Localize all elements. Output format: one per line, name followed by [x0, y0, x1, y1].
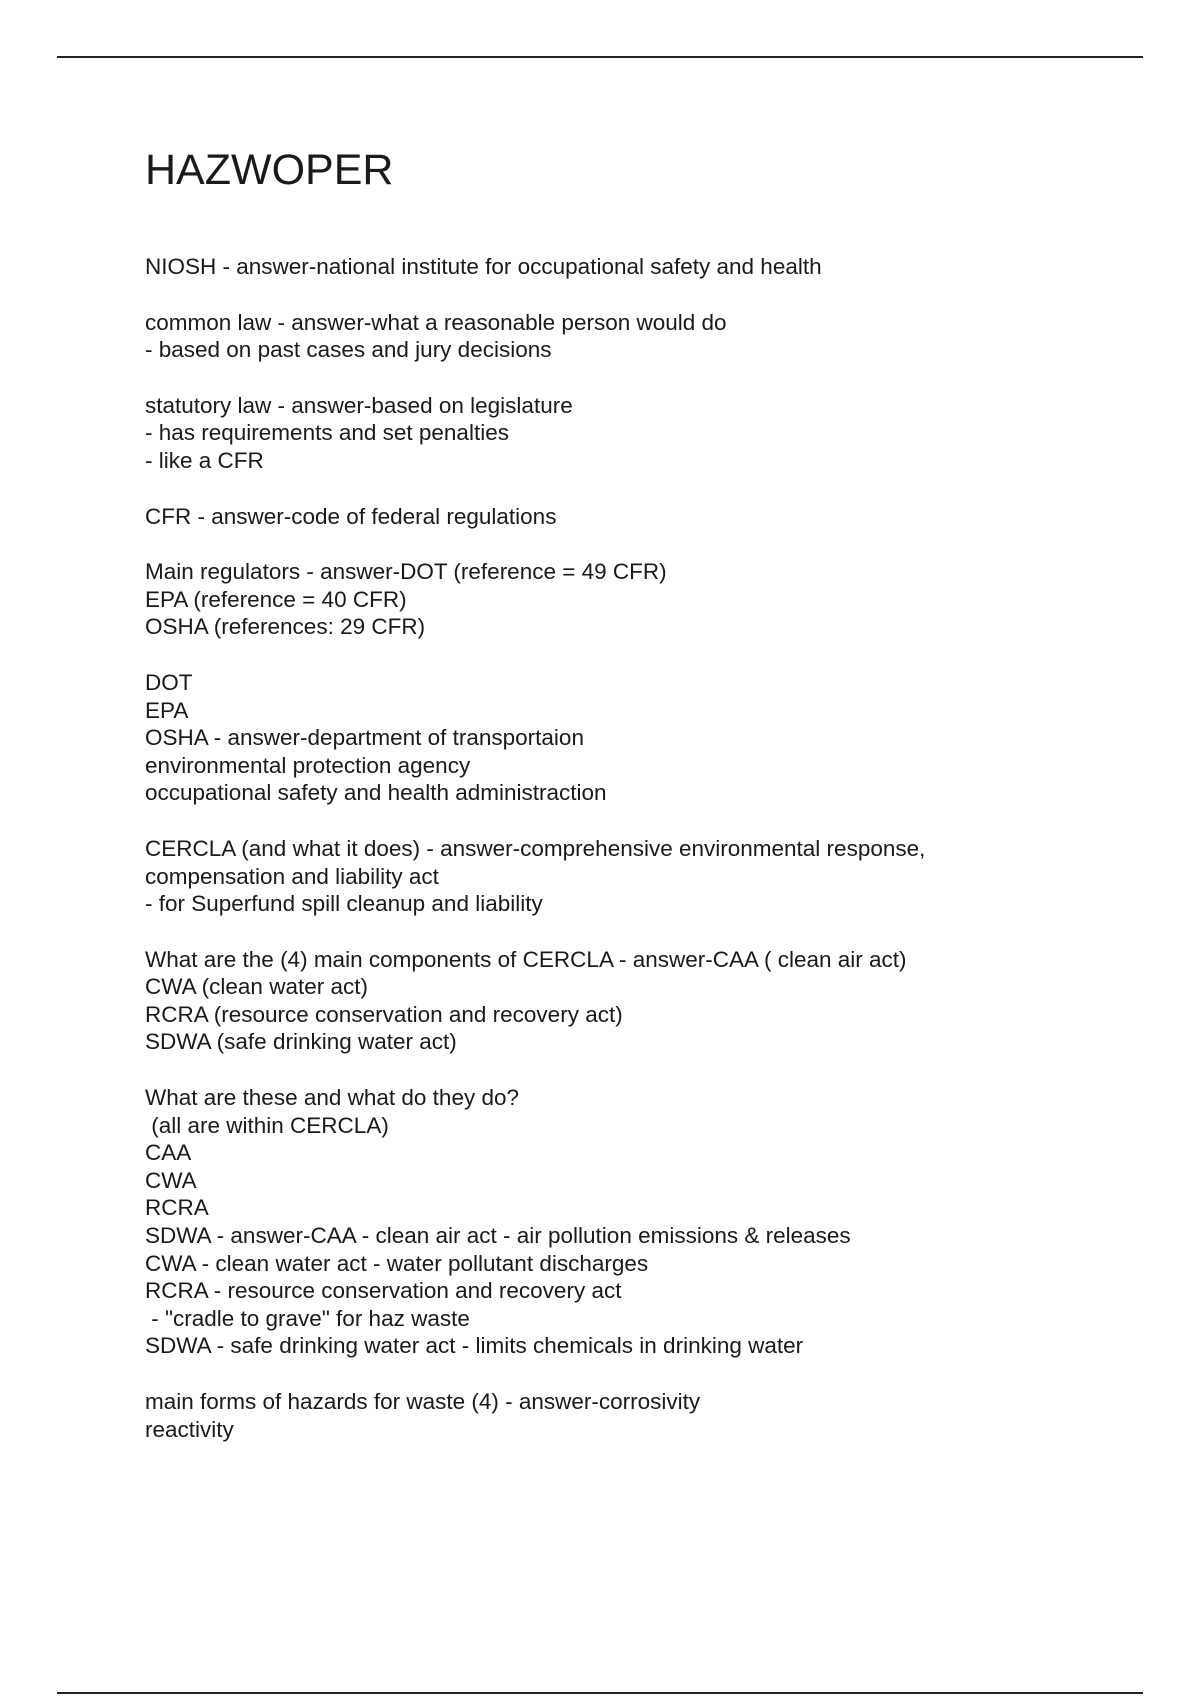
- entry-line: - "cradle to grave" for haz waste: [145, 1305, 470, 1331]
- entry-line: CAA: [145, 1140, 192, 1166]
- entry-line: SDWA (safe drinking water act): [145, 1029, 457, 1055]
- top-rule: [57, 56, 1143, 58]
- entry-agencies: [145, 669, 1145, 807]
- entry-main-regulators: [145, 558, 1145, 641]
- entry-common-law: [145, 309, 1145, 364]
- entry-line: CWA - clean water act - water pollutant discharges: [145, 1250, 649, 1276]
- entry-line: main forms of hazards for waste (4) - answer-corrosivity: [145, 1389, 701, 1414]
- entry-line: RCRA (resource conservation and recovery act): [145, 1001, 623, 1027]
- entry-line: statutory law - answer-based on legislature: [145, 392, 573, 418]
- entry-line: SDWA - answer-CAA - clean air act - air pollution emissions & releases: [145, 1223, 851, 1249]
- page-title: HAZWOPER: [145, 146, 394, 194]
- entry-line: OSHA (references: 29 CFR): [145, 614, 426, 640]
- entry-line: RCRA: [145, 1195, 209, 1221]
- entry-line: environmental protection agency: [145, 752, 471, 778]
- entry-niosh: [145, 253, 1145, 281]
- entry-line: CFR - answer-code of federal regulations: [145, 503, 557, 529]
- entry-line: Main regulators - answer-DOT (reference = 49 CFR): [145, 559, 667, 585]
- entry-line: - for Superfund spill cleanup and liability: [145, 891, 543, 917]
- entry-cercla-components: [145, 946, 1145, 1056]
- entry-line: - has requirements and set penalties: [145, 420, 509, 446]
- entry-line: What are these and what do they do?: [145, 1085, 519, 1111]
- entry-line: DOT: [145, 669, 193, 695]
- entry-line: What are the (4) main components of CERCLA - answer-CAA ( clean air act): [145, 946, 907, 972]
- entry-line: CWA: [145, 1167, 197, 1193]
- entry-line: CWA (clean water act): [145, 974, 368, 1000]
- entry-statutory-law: [145, 392, 1145, 475]
- entry-hazard-forms: [145, 1388, 1145, 1443]
- entry-line: common law - answer-what a reasonable person would do: [145, 309, 727, 335]
- entry-line: EPA (reference = 40 CFR): [145, 586, 407, 612]
- entry-line: RCRA - resource conservation and recovery act: [145, 1278, 622, 1304]
- entry-line: compensation and liability act: [145, 863, 439, 889]
- entry-what-are-these: [145, 1084, 1145, 1360]
- entry-line: EPA: [145, 697, 189, 723]
- entry-line: occupational safety and health administraction: [145, 780, 607, 806]
- entry-line: CERCLA (and what it does) - answer-comprehensive environmental response,: [145, 835, 926, 861]
- entry-line: SDWA - safe drinking water act - limits chemicals in drinking water: [145, 1333, 804, 1359]
- bottom-rule: [57, 1692, 1143, 1694]
- entry-line: - like a CFR: [145, 447, 264, 473]
- entry-line: (all are within CERCLA): [145, 1112, 389, 1138]
- entry-line: OSHA - answer-department of transportaion: [145, 725, 584, 751]
- entry-line: NIOSH - answer-national institute for occupational safety and health: [145, 254, 822, 279]
- flashcard-list: [145, 253, 1145, 1471]
- entry-cfr: [145, 503, 1145, 531]
- entry-line: - based on past cases and jury decisions: [145, 337, 552, 363]
- entry-cercla: [145, 835, 1145, 918]
- entry-line: reactivity: [145, 1416, 234, 1442]
